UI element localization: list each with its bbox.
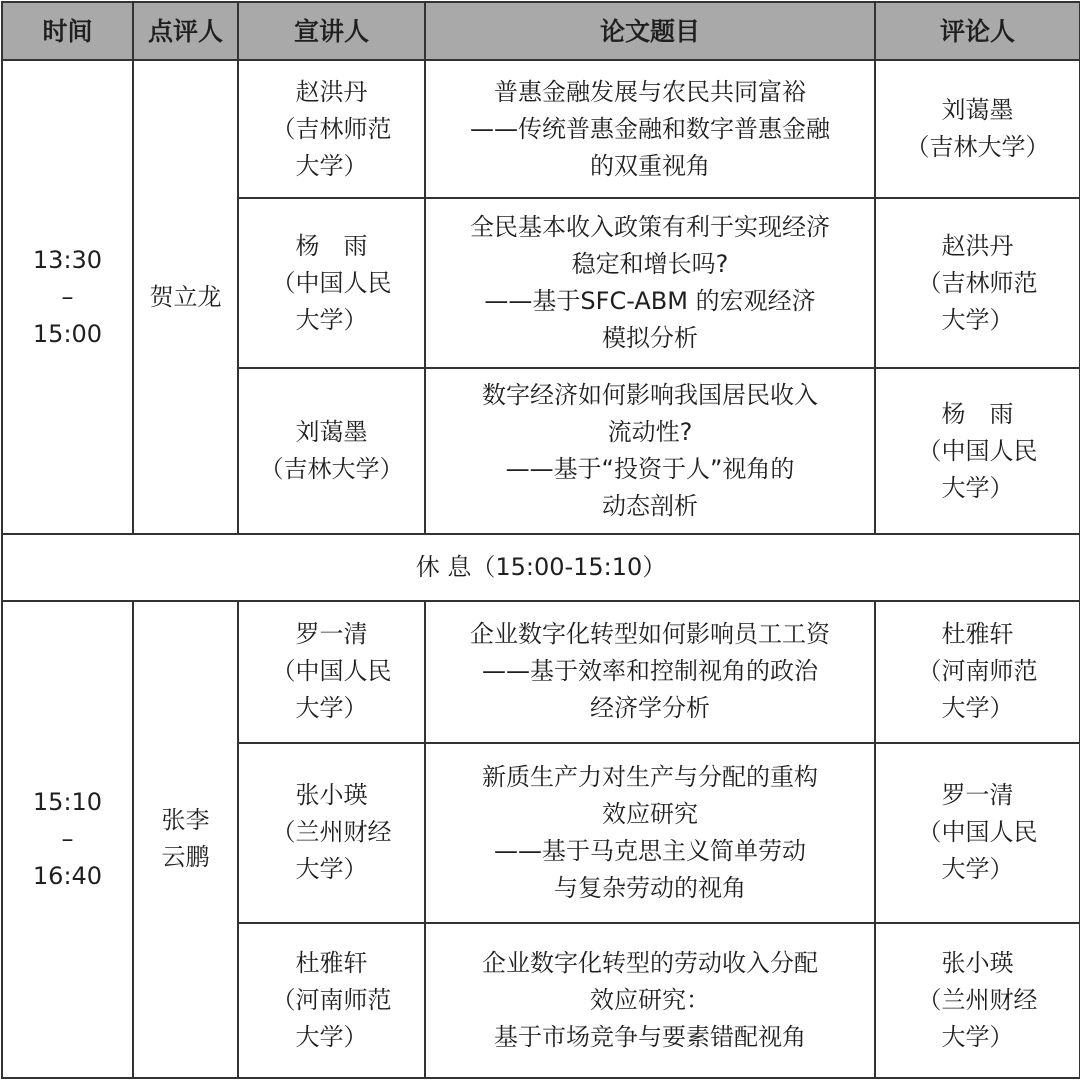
title-line: 稳定和增长吗? (571, 250, 729, 279)
speaker-line: 赵洪丹 (295, 77, 368, 106)
title-line: 普惠金融发展与农民共同富裕 (494, 77, 806, 106)
time-start: 15:10 (32, 787, 103, 816)
commentator-line: 张小瑛 (941, 948, 1014, 977)
title-line: 效应研究： (590, 985, 710, 1014)
commentator-cell (875, 743, 1080, 923)
title-line: ——基于效率和控制视角的政治 (482, 657, 818, 686)
speaker-line: 大学） (295, 1022, 368, 1051)
speaker-line: 大学） (295, 305, 368, 334)
speaker-line: （河南师范 (271, 985, 392, 1014)
table-row (2, 601, 1080, 743)
speaker-line: （吉林大学） (259, 455, 404, 484)
time-start: 13:30 (32, 245, 103, 274)
reviewer-name: 张李 (161, 806, 210, 835)
commentator-line: 罗一清 (941, 781, 1014, 810)
header-title: 论文题目 (425, 2, 875, 60)
speaker-line: 大学） (295, 855, 368, 884)
title-line: ——基于马克思主义简单劳动 (494, 836, 806, 865)
commentator-line: （吉林大学） (905, 133, 1050, 162)
speaker-line: （中国人民 (271, 657, 392, 686)
speaker-cell (238, 923, 425, 1078)
session-1-time (2, 60, 133, 534)
speaker-cell (238, 368, 425, 534)
commentator-line: （中国人民 (917, 436, 1038, 465)
header-row (2, 2, 1080, 60)
commentator-line: 杨 雨 (941, 399, 1014, 428)
commentator-line: （中国人民 (917, 818, 1038, 847)
session-2-reviewer (133, 601, 238, 1078)
commentator-line: 大学） (941, 855, 1014, 884)
commentator-line: 赵洪丹 (941, 231, 1014, 260)
commentator-cell (875, 368, 1080, 534)
header-speaker: 宣讲人 (238, 2, 425, 60)
commentator-cell (875, 198, 1080, 368)
title-line: 全民基本收入政策有利于实现经济 (470, 213, 830, 242)
title-line: 动态剖析 (602, 492, 698, 521)
title-line: ——传统普惠金融和数字普惠金融 (470, 114, 830, 143)
reviewer-name: 贺立龙 (149, 282, 222, 311)
speaker-line: （吉林师范 (271, 114, 392, 143)
commentator-line: 大学） (941, 1022, 1014, 1051)
break-text: 休 息（15:00-15:10） (2, 534, 1080, 600)
speaker-cell (238, 743, 425, 923)
title-line: ——基于“投资于人”视角的 (505, 455, 795, 484)
speaker-line: 罗一清 (295, 620, 368, 649)
title-line: 新质生产力对生产与分配的重构 (482, 762, 818, 791)
title-line: 企业数字化转型如何影响员工工资 (470, 620, 830, 649)
time-end: 15:00 (32, 319, 103, 348)
commentator-cell (875, 601, 1080, 743)
title-line: 企业数字化转型的劳动收入分配 (482, 948, 818, 977)
title-cell (425, 601, 875, 743)
speaker-line: 张小瑛 (295, 781, 368, 810)
speaker-line: 大学） (295, 694, 368, 723)
speaker-line: （兰州财经 (271, 818, 392, 847)
speaker-line: （中国人民 (271, 268, 392, 297)
title-cell (425, 743, 875, 923)
session-1-reviewer (133, 60, 238, 534)
reviewer-name: 云鹏 (161, 843, 210, 872)
title-line: 经济学分析 (590, 694, 710, 723)
header-commentator: 评论人 (875, 2, 1080, 60)
title-cell (425, 198, 875, 368)
commentator-line: 大学） (941, 473, 1014, 502)
commentator-line: （兰州财经 (917, 985, 1038, 1014)
speaker-line: 杜雅轩 (295, 948, 368, 977)
commentator-cell (875, 923, 1080, 1078)
title-line: 数字经济如何影响我国居民收入 (482, 381, 818, 410)
title-line: ——基于SFC-ABM 的宏观经济 (484, 287, 816, 316)
break-row (2, 534, 1080, 600)
speaker-cell (238, 60, 425, 198)
title-line: 的双重视角 (590, 151, 710, 180)
session-2-time (2, 601, 133, 1078)
table-row (2, 60, 1080, 198)
commentator-line: 杜雅轩 (941, 620, 1014, 649)
title-line: 效应研究 (602, 799, 698, 828)
commentator-cell (875, 60, 1080, 198)
commentator-line: （河南师范 (917, 657, 1038, 686)
title-line: 模拟分析 (602, 324, 698, 353)
title-line: 与复杂劳动的视角 (554, 873, 746, 902)
speaker-line: 杨 雨 (295, 231, 368, 260)
title-cell (425, 368, 875, 534)
speaker-cell (238, 198, 425, 368)
time-end: 16:40 (32, 861, 103, 890)
title-cell (425, 923, 875, 1078)
time-dash: – (61, 824, 74, 853)
commentator-line: 大学） (941, 305, 1014, 334)
header-time: 时间 (2, 2, 133, 60)
title-cell (425, 60, 875, 198)
title-line: 基于市场竞争与要素错配视角 (494, 1022, 806, 1051)
commentator-line: （吉林师范 (917, 268, 1038, 297)
speaker-line: 大学） (295, 151, 368, 180)
speaker-line: 刘蔼墨 (295, 418, 368, 447)
title-line: 流动性? (607, 418, 693, 447)
commentator-line: 刘蔼墨 (941, 96, 1014, 125)
commentator-line: 大学） (941, 694, 1014, 723)
header-reviewer: 点评人 (133, 2, 238, 60)
speaker-cell (238, 601, 425, 743)
schedule-table (1, 1, 1080, 1079)
time-dash: – (61, 282, 74, 311)
